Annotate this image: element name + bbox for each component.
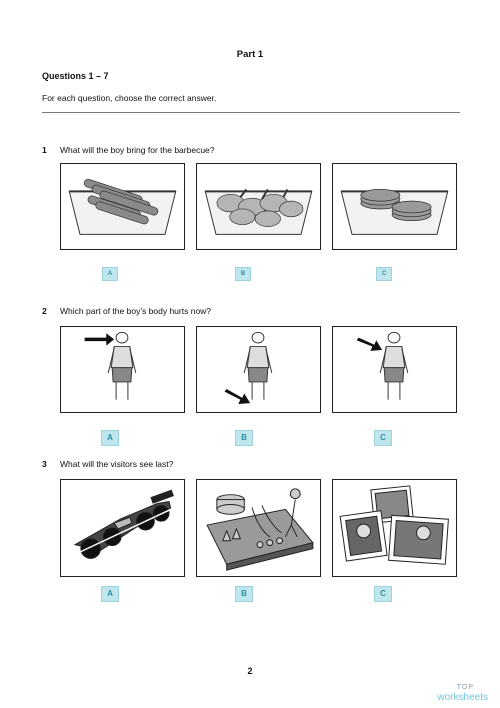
instruction-text: For each question, choose the correct answer. [42, 93, 217, 103]
brand-logo-top: TOP [456, 684, 474, 691]
burgers-tray-icon [333, 164, 456, 249]
q2-option-a-image[interactable] [60, 326, 185, 413]
jewellery-display-icon [197, 480, 320, 576]
q3-option-b-label[interactable]: B [235, 586, 253, 602]
question-2-number: 2 [42, 306, 47, 316]
q3-option-a-label[interactable]: A [101, 586, 119, 602]
chicken-tray-icon [197, 164, 320, 249]
boy-head-arrow-icon [61, 327, 184, 412]
sausages-tray-icon [61, 164, 184, 249]
question-2-text: Which part of the boy’s body hurts now? [60, 306, 212, 316]
boy-foot-arrow-icon [197, 327, 320, 412]
q1-option-a-label[interactable]: A [102, 267, 118, 281]
q3-option-c-label[interactable]: C [374, 586, 392, 602]
q1-option-c-label[interactable]: C [376, 267, 392, 281]
question-3-text: What will the visitors see last? [60, 459, 174, 469]
q2-option-a-label[interactable]: A [101, 430, 119, 446]
q3-option-b-image[interactable] [196, 479, 321, 577]
q2-option-b-label[interactable]: B [235, 430, 253, 446]
q1-option-b-label[interactable]: B [235, 267, 251, 281]
page-number: 2 [247, 666, 253, 676]
part-title: Part 1 [236, 49, 264, 60]
q2-option-c-label[interactable]: C [374, 430, 392, 446]
question-1-number: 1 [42, 145, 47, 155]
q3-option-c-image[interactable] [332, 479, 457, 577]
q2-option-b-image[interactable] [196, 326, 321, 413]
boy-arm-arrow-icon [333, 327, 456, 412]
race-car-icon [61, 480, 184, 576]
question-3-number: 3 [42, 459, 47, 469]
q1-option-c-image[interactable] [332, 163, 457, 250]
q3-option-a-image[interactable] [60, 479, 185, 577]
q2-option-c-image[interactable] [332, 326, 457, 413]
q1-option-a-image[interactable] [60, 163, 185, 250]
q1-option-b-image[interactable] [196, 163, 321, 250]
photographs-icon [333, 480, 456, 576]
question-1-text: What will the boy bring for the barbecue? [60, 145, 215, 155]
question-range: Questions 1 – 7 [42, 71, 109, 81]
brand-logo-bottom: worksheets [437, 692, 488, 703]
divider [42, 112, 460, 113]
